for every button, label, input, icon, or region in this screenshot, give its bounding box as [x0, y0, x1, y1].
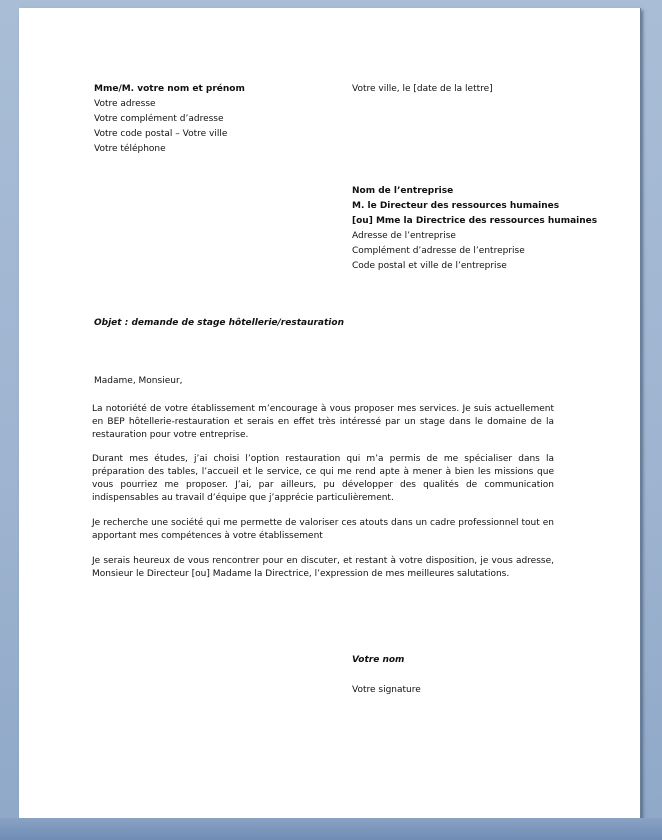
recipient-address-complement: Complément d’adresse de l’entreprise [352, 246, 525, 256]
closing-signature: Votre signature [352, 685, 421, 695]
date-line: Votre ville, le [date de la lettre] [352, 84, 493, 94]
recipient-postal-city: Code postal et ville de l’entreprise [352, 261, 507, 271]
document-page [19, 8, 641, 819]
sender-address-complement: Votre complément d’adresse [94, 114, 224, 124]
sender-name: Mme/M. votre nom et prénom [94, 84, 245, 94]
body-paragraph-3: Je recherche une société qui me permette de valoriser ces atouts dans un cadre professionnel tout en apportant mes compétences à votre établissement [92, 518, 554, 541]
sender-address: Votre adresse [94, 99, 156, 109]
body-paragraph-4: Je serais heureux de vous rencontrer pour en discuter, et restant à votre disposition, je vous adresse, Monsieur le Directeur [ou] Madame la Directrice, l’expression de mes meilleures salutations. [92, 556, 554, 579]
sender-postal-city: Votre code postal – Votre ville [94, 129, 228, 139]
recipient-director: M. le Directeur des ressources humaines [352, 201, 560, 211]
closing-name: Votre nom [352, 655, 405, 665]
body-paragraph-1: La notoriété de votre établissement m’encourage à vous proposer mes services. Je suis actuellement en BEP hôtellerie-restauration et serais en effet très intéressé par un stage dans le domaine de la restauration pour votre entreprise. [92, 404, 554, 440]
recipient-directress: [ou] Mme la Directrice des ressources humaines [352, 216, 598, 226]
body-paragraph-2: Durant mes études, j’ai choisi l’option restauration qui m’a permis de me spécialiser dans la préparation des tables, l’accueil et le service, ce qui me rend apte à mener à bien les missions que vous pourriez me proposer. J’ai, par ailleurs, pu développer des qualités de communication indispensables au travail d’équipe que j’apprécie particulièrement. [92, 454, 554, 503]
sender-phone: Votre téléphone [94, 144, 166, 154]
salutation: Madame, Monsieur, [94, 376, 183, 386]
recipient-company: Nom de l’entreprise [352, 186, 454, 196]
recipient-block [352, 184, 597, 274]
recipient-address: Adresse de l’entreprise [352, 231, 456, 241]
sender-block [94, 82, 245, 157]
workspace-bottom-band [0, 818, 662, 840]
subject-line: Objet : demande de stage hôtellerie/restauration [94, 318, 344, 328]
